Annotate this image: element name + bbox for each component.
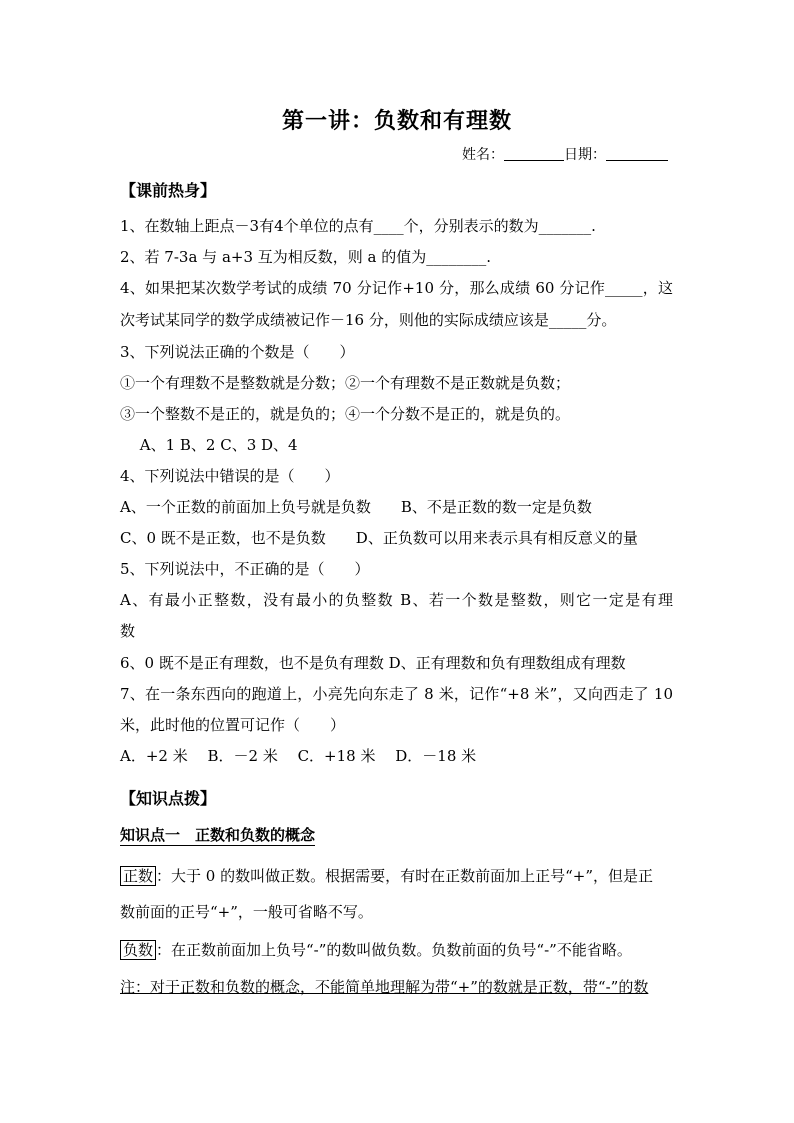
question-3-statement-1: ①一个有理数不是整数就是分数；②一个有理数不是正数就是负数；: [120, 374, 571, 392]
negative-def-text: ：在正数前面加上负号“-”的数叫做负数。负数前面的负号“-”不能省略。: [156, 941, 632, 959]
question-4b-options-ab: A、一个正数的前面加上负号就是负数 B、不是正数的数一定是负数: [120, 498, 592, 516]
question-4b: 4、下列说法中错误的是（ ）: [120, 467, 340, 485]
question-4a-line2: 次考试某同学的数学成绩被记作－16 分，则他的实际成绩应该是_____分。: [120, 311, 617, 329]
question-3: 3、下列说法正确的个数是（ ）: [120, 343, 355, 361]
question-7-options: A．+2 米 B．－2 米 C．+18 米 D．－18 米: [120, 747, 477, 765]
question-5: 5、下列说法中，不正确的是（ ）: [120, 560, 370, 578]
positive-definition-line2: 数前面的正号“+”，一般可省略不写。: [120, 903, 373, 921]
knowledge-point-1-title: 知识点一 正数和负数的概念: [120, 826, 316, 844]
question-4b-options-cd: C、0 既不是正数，也不是负数 D、正负数可以用来表示具有相反意义的量: [120, 529, 638, 547]
question-5-options-ab-cont: 数: [120, 622, 136, 640]
negative-term: 负数: [120, 940, 156, 960]
question-2: 2、若 7-3a 与 a+3 互为相反数，则 a 的值为________.: [120, 248, 492, 266]
name-blank: [504, 146, 564, 161]
warmup-heading: 【课前热身】: [120, 181, 217, 200]
question-4a-line1: 4、如果把某次数学考试的成绩 70 分记作+10 分，那么成绩 60 分记作_____，这: [120, 279, 673, 297]
question-7-line2: 米，此时他的位置可记作（ ）: [120, 716, 346, 734]
positive-term: 正数: [120, 866, 156, 886]
page-title: 第一讲：负数和有理数: [281, 108, 512, 134]
question-3-statement-2: ③一个整数不是正的，就是负的；④一个分数不是正的，就是负的。: [120, 405, 571, 423]
name-label: 姓名：: [462, 147, 504, 163]
question-6: 6、0 既不是正有理数，也不是负有理数 D、正有理数和负有理数组成有理数: [120, 654, 626, 672]
knowledge-heading: 【知识点拨】: [120, 789, 217, 808]
negative-definition: [120, 940, 632, 960]
name-date-line: [462, 144, 668, 164]
question-3-options: A、1 B、2 C、3 D、4: [120, 436, 298, 454]
positive-definition-line1: [120, 866, 653, 886]
question-7-line1: 7、在一条东西向的跑道上，小亮先向东走了 8 米，记作“+8 米”，又向西走了 10: [120, 685, 673, 703]
date-label: 日期：: [564, 147, 606, 163]
question-1: 1、在数轴上距点－3有4个单位的点有____个，分别表示的数为_______.: [120, 217, 596, 235]
note-text: 注：对于正数和负数的概念，不能简单地理解为带“+”的数就是正数，带“-”的数: [120, 978, 649, 996]
date-blank: [606, 146, 668, 161]
question-5-options-ab: A、有最小正整数，没有最小的负整数 B、若一个数是整数，则它一定是有理: [120, 591, 673, 609]
positive-def-text: ：大于 0 的数叫做正数。根据需要，有时在正数前面加上正号“+”，但是正: [156, 867, 654, 885]
